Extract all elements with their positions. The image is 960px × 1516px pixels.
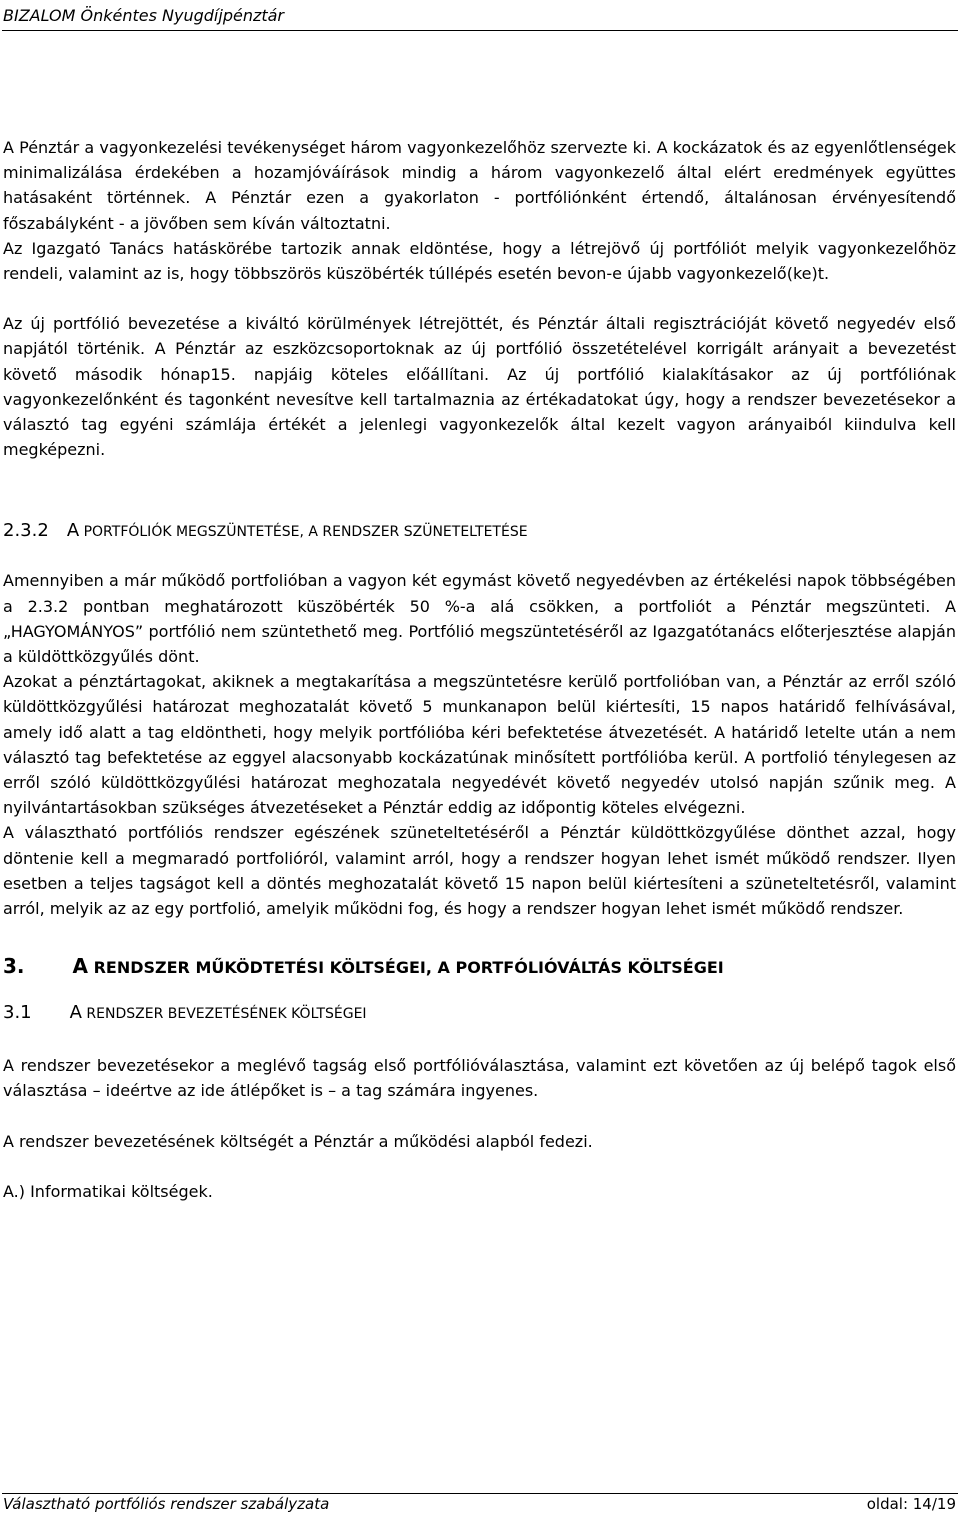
section-title-initial: A — [72, 954, 88, 979]
footer-divider — [2, 1493, 958, 1494]
section-heading-3 — [3, 951, 956, 983]
paragraph-it-costs: A.) Informatikai költségek. — [3, 1181, 213, 1201]
section-title: RENDSZER BEVEZETÉSÉNEK KÖLTSÉGEI — [81, 1006, 367, 1023]
section-title: PORTFÓLIÓK MEGSZÜNTETÉSE, A RENDSZER SZÜNETELTETÉSE — [79, 524, 528, 541]
section-title-initial: A — [66, 520, 80, 542]
header-divider — [2, 30, 958, 31]
section-number: 3. — [3, 954, 25, 979]
paragraph-free-first-choice: A rendszer bevezetésekor a meglévő tagság első portfólióválasztása, valamint ezt követően az új belépő tagok első választása – ideértve az ide átlépőket is – a tag számára ingyenes. — [3, 1056, 956, 1101]
section-title-initial: A — [69, 1002, 82, 1024]
paragraph-system-suspension: A választható portfóliós rendszer egészének szüneteltetéséről a Pénztár küldöttközgyűlése dönthet azzal, hogy döntenie kell a megmaradó portfolióról, valamint arról, hogy a rendszer hogyan lehet ismét működő rendszer. Ilyen esetben a teljes tagságot kell a döntés meghozatalát követő 15 napon belül kiértesíteni a szüneteltetésről, valamint arról, melyik az az egy portfolió, amelyik működni fog, és hogy a rendszer hogyan lehet ismét működő rendszer. — [3, 823, 956, 919]
section-heading-3-1 — [3, 999, 956, 1028]
section-number: 3.1 — [3, 1002, 32, 1024]
section-number: 2.3.2 — [3, 520, 49, 542]
footer-document-title: Választható portfóliós rendszer szabályzata — [3, 1495, 330, 1513]
document-body — [3, 135, 956, 1204]
footer-page-number: oldal: 14/19 — [866, 1495, 956, 1513]
paragraph-board-authority: Az Igazgató Tanács hatáskörébe tartozik annak eldöntése, hogy a létrejövő új portfóliót melyik vagyonkezelőhöz rendeli, valamint az is, hogy többszörös küszöbérték túllépés esetén bevon-e újabb vagyonkezelő(ke)t. — [3, 238, 956, 284]
paragraph-member-notification: Azokat a pénztártagokat, akiknek a megtakarítása a megszüntetésre kerülő portfolióban van, a Pénztár az erről szóló küldöttközgyűlési határozat meghozatalát követő 5 munkanapon belül kiértesíti, 15 napos határidő felhívásával, amely idő alatt a tag eldöntheti, hogy melyik portfólióba kéri befektetése átvezetését. A határidő letelte után a nem választó tag befektetése az eggyel alacsonyabb kockázatúnak minősített portfólióba kerül. A portfolió ténylegesen az erről szóló küldöttközgyűlési határozat meghozatala negyedévét követő negyedév utolsó napján szűnik meg. A nyilvántartásokban szükséges átvezetéseket a Pénztár eddig az időpontig köteles elvégezni. — [3, 672, 956, 818]
paragraph-operating-fund: A rendszer bevezetésének költségét a Pénztár a működési alapból fedezi. — [3, 1131, 593, 1151]
paragraph-portfolio-termination: Amennyiben a már működő portfolióban a vagyon két egymást követő negyedévben az értékelési napok többségében a 2.3.2 pontban meghatározott küszöbérték 50 %-a alá csökken, a portfoliót a Pénztár megszünteti. A „HAGYOMÁNYOS” portfólió nem szüntethető meg. Portfólió megszüntetéséről az Igazgatótanács előterjesztése alapján a küldöttközgyűlés dönt. — [3, 571, 956, 667]
page-header: BIZALOM Önkéntes Nyugdíjpénztár — [3, 6, 285, 25]
section-heading-2-3-2 — [3, 520, 956, 543]
section-title: RENDSZER MŰKÖDTETÉSI KÖLTSÉGEI, A PORTFÓLIÓVÁLTÁS KÖLTSÉGEI — [88, 958, 724, 978]
paragraph-new-portfolio: Az új portfólió bevezetése a kiváltó körülmények létrejöttét, és Pénztár általi regisztrációját követő negyedév első napjától történik. A Pénztár az eszközcsoportoknak az új portfólió összetételével korrigált arányait a bevezetést követő második hónap15. napjáig köteles előállítani. Az új portfólió kialakításakor az új portfóliónak vagyonkezelőnként és tagonként nevesítve kell tartalmaznia az értékadatokat úgy, hogy a rendszer bevezetésekor a választó tag egyéni számlája értékét a jelenlegi vagyonkezelők által kezelt vagyon arányaiból kiindulva kell megképezni. — [3, 314, 956, 460]
paragraph-outsourcing: A Pénztár a vagyonkezelési tevékenységet három vagyonkezelőhöz szervezte ki. A kockázatok és az egyenlőtlenségek minimalizálása érdekében a hozamjóváírások mindig a három vagyonkezelő által elért eredmények együttes hatásaként történnek. A Pénztár ezen a gyakorlaton - portfóliónként értendő, általánosan érvényesítendő főszabályként - a jövőben sem kíván változtatni. — [3, 138, 956, 233]
